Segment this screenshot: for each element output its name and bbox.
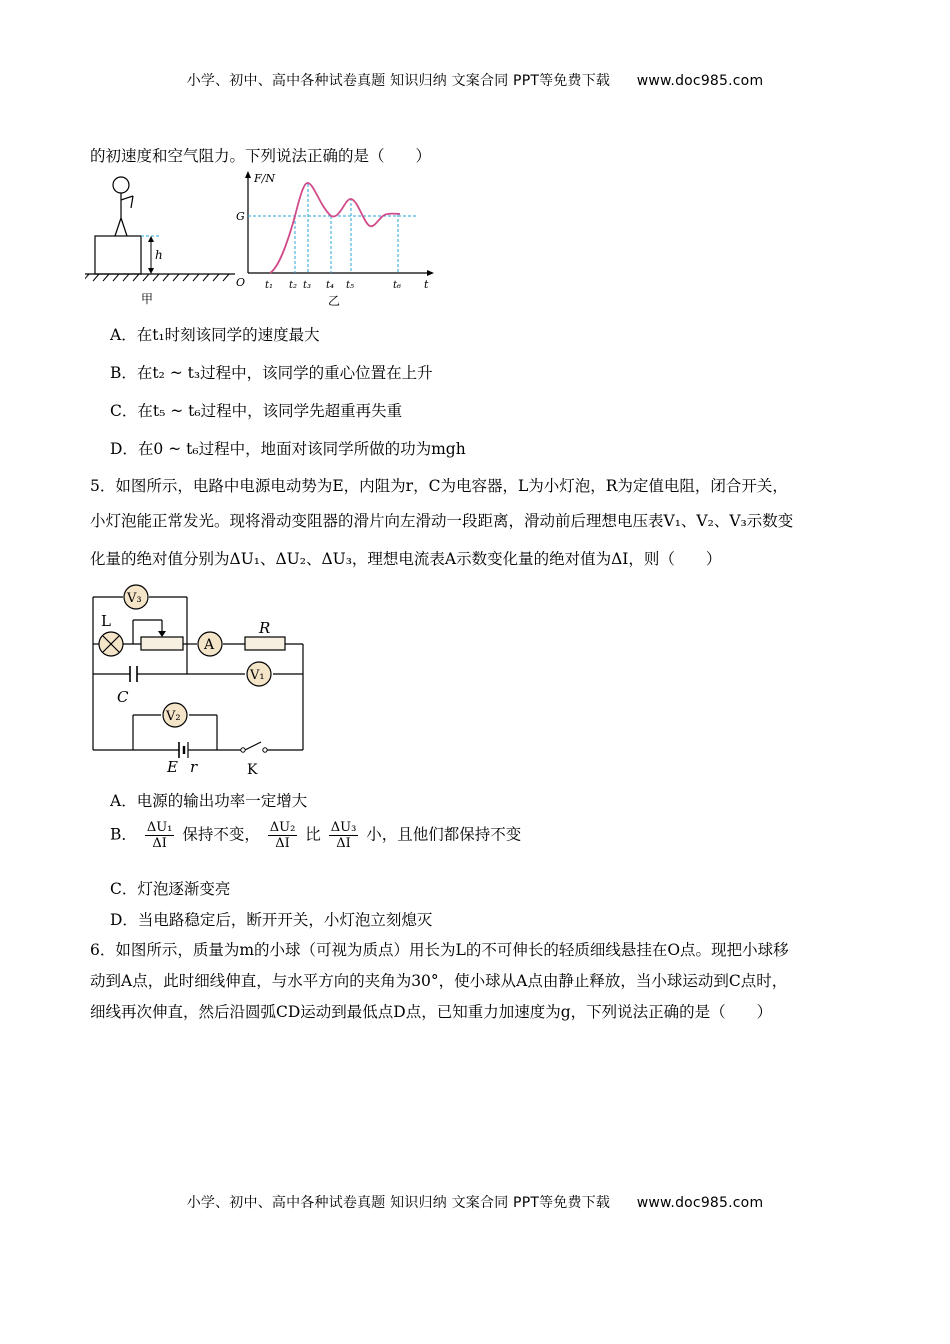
figure-yi-chart	[230, 168, 440, 310]
y-axis-label: F/N	[254, 172, 275, 185]
label-r-internal: r	[190, 758, 198, 776]
resistor-r	[245, 637, 285, 650]
label-r: R	[259, 619, 271, 637]
tick-t5: t₅	[346, 280, 355, 291]
label-c: C	[117, 688, 129, 706]
page-header	[0, 70, 950, 90]
page-footer	[0, 1192, 950, 1212]
voltmeter-v1-icon	[247, 662, 271, 686]
fig-yi-label: 乙	[328, 294, 341, 308]
q5-optb-suffix: 小，且他们都保持不变	[366, 825, 522, 844]
fraction-du2-di: $\frac{\text{ΔU₂}}{\Delta I}$	[269, 820, 296, 851]
fig-jia-label: 甲	[141, 292, 154, 306]
q6-line3: 细线再次伸直，然后沿圆弧CD运动到最低点D点，已知重力加速度为g，下列说法正确的是（ ）	[90, 1003, 773, 1021]
label-k: K	[247, 762, 258, 777]
q5-option-c: C．灯泡逐渐变亮	[110, 880, 231, 898]
g-label: G	[236, 210, 245, 223]
q4-option-b: B．在t₂ ~ t₃过程中，该同学的重心位置在上升	[110, 364, 433, 382]
q4-option-a: A．在t₁时刻该同学的速度最大	[110, 326, 320, 344]
q4-option-d: D．在0 ~ t₆过程中，地面对该同学所做的功为mgh	[110, 440, 466, 458]
fraction-du3-di: $\frac{\text{ΔU₃}}{\Delta I}$	[330, 820, 357, 851]
svg-text:V₁: V₁	[250, 668, 265, 683]
q6-line2: 动到A点，此时细线伸直，与水平方向的夹角为30°，使小球从A点由静止释放，当小球运动到C点时，	[90, 972, 788, 990]
origin-label: O	[236, 276, 246, 289]
tick-t3: t₃	[303, 280, 312, 291]
q5-optb-prefix: B．	[110, 825, 137, 844]
figure-jia	[85, 170, 235, 310]
tick-t6: t₆	[393, 280, 402, 291]
q4-option-c: C．在t₅ ~ t₆过程中，该同学先超重再失重	[110, 402, 403, 420]
voltmeter-v3-icon	[124, 585, 148, 609]
q5-line2: 小灯泡能正常发光。现将滑动变阻器的滑片向左滑动一段距离，滑动前后理想电压表V₁、V₂、V₃示数变	[90, 512, 794, 530]
label-l: L	[101, 612, 111, 630]
circuit-diagram	[85, 582, 315, 777]
tick-t1: t₁	[265, 280, 274, 291]
tick-t4: t₄	[326, 280, 335, 291]
footer-text: 小学、初中、高中各种试卷真题 知识归纳 文案合同 PPT等免费下载	[186, 1195, 611, 1211]
header-site[interactable]: www.doc985.com	[636, 73, 764, 89]
tick-t2: t₂	[289, 280, 298, 291]
svg-text:V₃: V₃	[127, 591, 142, 606]
h-label: h	[155, 248, 163, 262]
q6-line1: 6．如图所示，质量为m的小球（可视为质点）用长为L的不可伸长的轻质细线悬挂在O点。现把小球移	[90, 941, 789, 959]
label-e: E	[167, 758, 178, 776]
q5-option-d: D．当电路稳定后，断开开关，小灯泡立刻熄灭	[110, 911, 433, 929]
person-head	[113, 177, 129, 193]
fraction-du1-di: $\frac{\text{ΔU₁}}{\Delta I}$	[146, 820, 173, 851]
ammeter-icon	[198, 632, 222, 656]
header-text: 小学、初中、高中各种试卷真题 知识归纳 文案合同 PPT等免费下载	[186, 73, 611, 89]
x-axis-label: t	[424, 278, 429, 291]
footer-site[interactable]: www.doc985.com	[636, 1195, 764, 1211]
q5-option-b	[110, 820, 521, 851]
q5-line1: 5．如图所示，电路中电源电动势为E，内阻为r，C为电容器，L为小灯泡，R为定值电阻，闭合开关，	[90, 477, 788, 495]
voltmeter-v2-icon	[163, 703, 187, 727]
q5-option-a: A．电源的输出功率一定增大	[110, 792, 308, 810]
q5-line3: 化量的绝对值分别为ΔU₁、ΔU₂、ΔU₃，理想电流表A示数变化量的绝对值为ΔI，则（ ）	[90, 550, 722, 568]
force-curve	[270, 183, 400, 273]
platform-box	[95, 236, 141, 274]
svg-text:V₂: V₂	[166, 709, 181, 724]
svg-text:A: A	[204, 637, 215, 653]
q5-optb-mid2: 比	[305, 825, 321, 844]
q4-intro: 的初速度和空气阻力。下列说法正确的是（ ）	[90, 147, 432, 165]
q5-optb-mid1: 保持不变，	[182, 825, 260, 844]
rheostat	[141, 637, 183, 650]
